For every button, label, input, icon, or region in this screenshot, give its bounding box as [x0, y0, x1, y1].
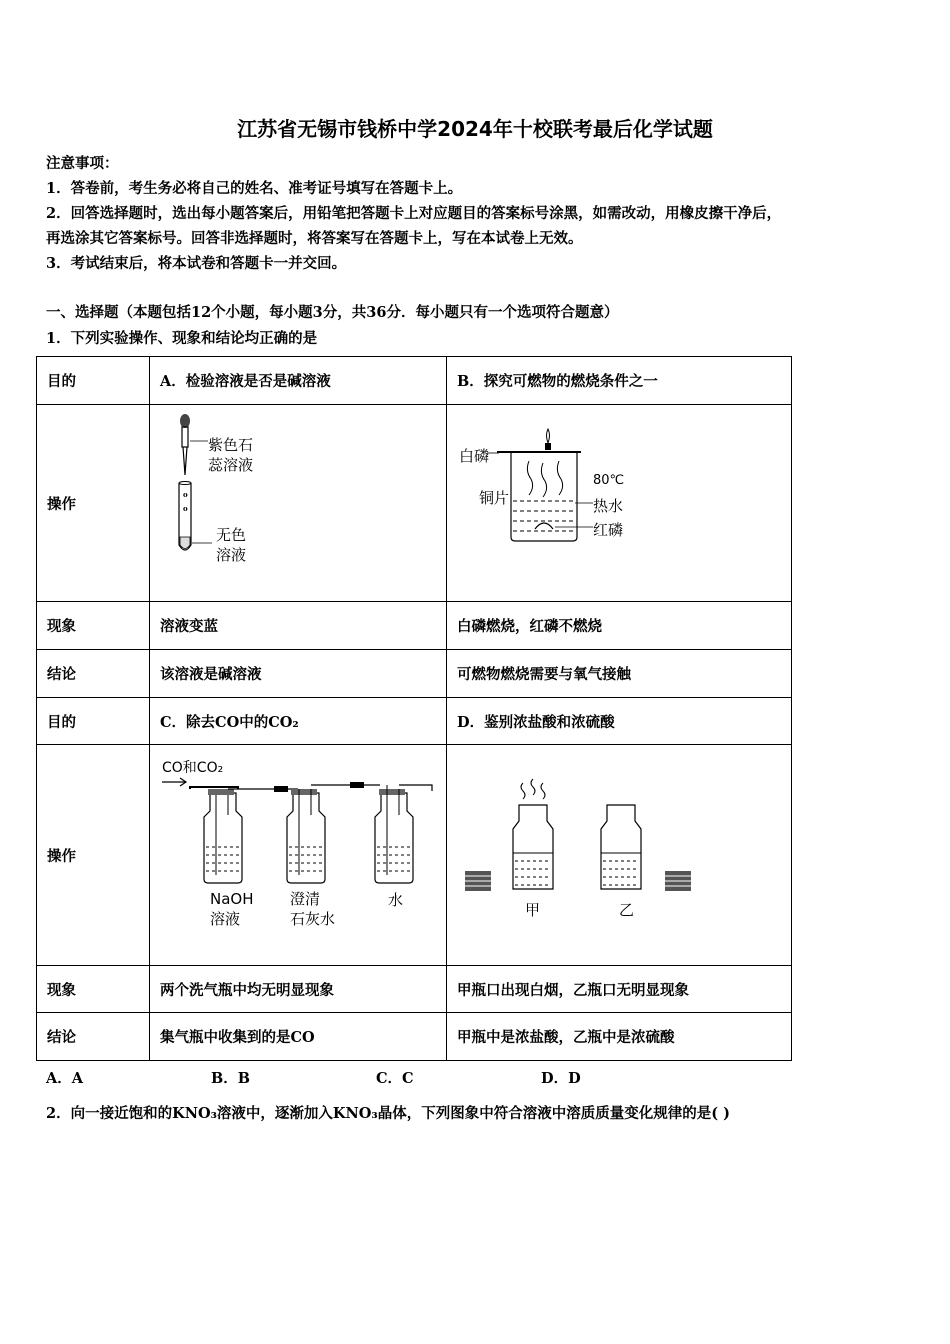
answer-option-a[interactable]: A．A	[46, 1070, 84, 1087]
dropper-label-line1: 紫色石	[208, 436, 254, 454]
gas-inlet-label: CO和CO₂	[162, 760, 224, 776]
option-d-phenomenon: 甲瓶口出现白烟，乙瓶口无明显现象	[447, 966, 792, 1013]
row-label-purpose: 目的	[37, 698, 150, 745]
bottle1-label-line1: NaOH	[210, 890, 254, 908]
option-c-conclusion: 集气瓶中收集到的是CO	[150, 1013, 447, 1061]
option-c-phenomenon: 两个洗气瓶中均无明显现象	[150, 966, 447, 1013]
row-label-phenomenon: 现象	[37, 966, 150, 1013]
bottle2-label-line2: 石灰水	[290, 910, 336, 928]
page-title: 江苏省无锡市钱桥中学2024年十校联考最后化学试题	[237, 117, 713, 141]
option-c-purpose: C．除去CO中的CO₂	[150, 698, 447, 745]
option-a-figure	[150, 405, 447, 602]
note-item: 2．回答选择题时，选出每小题答案后，用铅笔把答题卡上对应题目的答案标号涂黑，如需改动，用橡皮擦干净后，	[46, 205, 782, 222]
row-label-operation: 操作	[37, 745, 150, 966]
option-b-figure	[447, 405, 792, 602]
row-label-conclusion: 结论	[37, 650, 150, 698]
bottle3-label: 水	[388, 891, 404, 909]
gas-washing-bottles-diagram	[150, 745, 444, 965]
answer-option-c[interactable]: C．C	[376, 1070, 414, 1087]
answer-option-b[interactable]: B．B	[211, 1070, 251, 1087]
option-a-conclusion: 该溶液是碱溶液	[150, 650, 447, 698]
option-d-purpose: D．鉴别浓盐酸和浓硫酸	[447, 698, 792, 745]
bottle-yi-label: 乙	[619, 901, 635, 919]
open-acid-bottles-diagram	[447, 745, 791, 965]
hot-water-label: 热水	[593, 497, 624, 515]
dropper-and-test-tube-diagram	[150, 405, 444, 601]
note-item: 3．考试结束后，将本试卷和答题卡一并交回。	[46, 255, 347, 272]
note-item: 1．答卷前，考生务必将自己的姓名、准考证号填写在答题卡上。	[46, 180, 463, 197]
row-label-conclusion: 结论	[37, 1013, 150, 1061]
option-b-purpose: B．探究可燃物的燃烧条件之一	[447, 357, 792, 405]
row-label-operation: 操作	[37, 405, 150, 602]
notes-heading: 注意事项：	[46, 155, 119, 172]
section-heading: 一、选择题（本题包括12个小题，每小题3分，共36分．每小题只有一个选项符合题意）	[46, 304, 619, 321]
question-1-table	[36, 356, 792, 1061]
temperature-label: 80℃	[593, 473, 625, 488]
red-phosphorus-label: 红磷	[593, 521, 624, 539]
question-2-stem: 2．向一接近饱和的KNO₃溶液中，逐渐加入KNO₃晶体，下列图象中符合溶液中溶质质量变化规律的是( )	[46, 1105, 731, 1122]
tube-label-line1: 无色	[216, 526, 247, 544]
question-1-stem: 1．下列实验操作、现象和结论均正确的是	[46, 330, 318, 347]
answer-option-d[interactable]: D．D	[541, 1070, 581, 1087]
row-label-purpose: 目的	[37, 357, 150, 405]
option-b-phenomenon: 白磷燃烧，红磷不燃烧	[447, 602, 792, 650]
svg-text:o: o	[183, 504, 188, 513]
option-c-figure	[150, 745, 447, 966]
bottle1-label-line2: 溶液	[210, 910, 241, 928]
option-b-conclusion: 可燃物燃烧需要与氧气接触	[447, 650, 792, 698]
note-item: 再选涂其它答案标号。回答非选择题时，将答案写在答题卡上，写在本试卷上无效。	[46, 230, 583, 247]
option-d-conclusion: 甲瓶中是浓盐酸，乙瓶中是浓硫酸	[447, 1013, 792, 1061]
option-a-purpose: A．检验溶液是否是碱溶液	[150, 357, 447, 405]
dropper-label-line2: 蕊溶液	[208, 456, 254, 474]
option-a-phenomenon: 溶液变蓝	[150, 602, 447, 650]
white-phosphorus-label: 白磷	[459, 447, 490, 465]
copper-sheet-label: 铜片	[479, 489, 510, 507]
bottle-jia-label: 甲	[525, 901, 541, 919]
option-d-figure	[447, 745, 792, 966]
bottle2-label-line1: 澄清	[290, 890, 321, 908]
row-label-phenomenon: 现象	[37, 602, 150, 650]
tube-label-line2: 溶液	[216, 546, 247, 564]
svg-text:o: o	[183, 490, 188, 499]
